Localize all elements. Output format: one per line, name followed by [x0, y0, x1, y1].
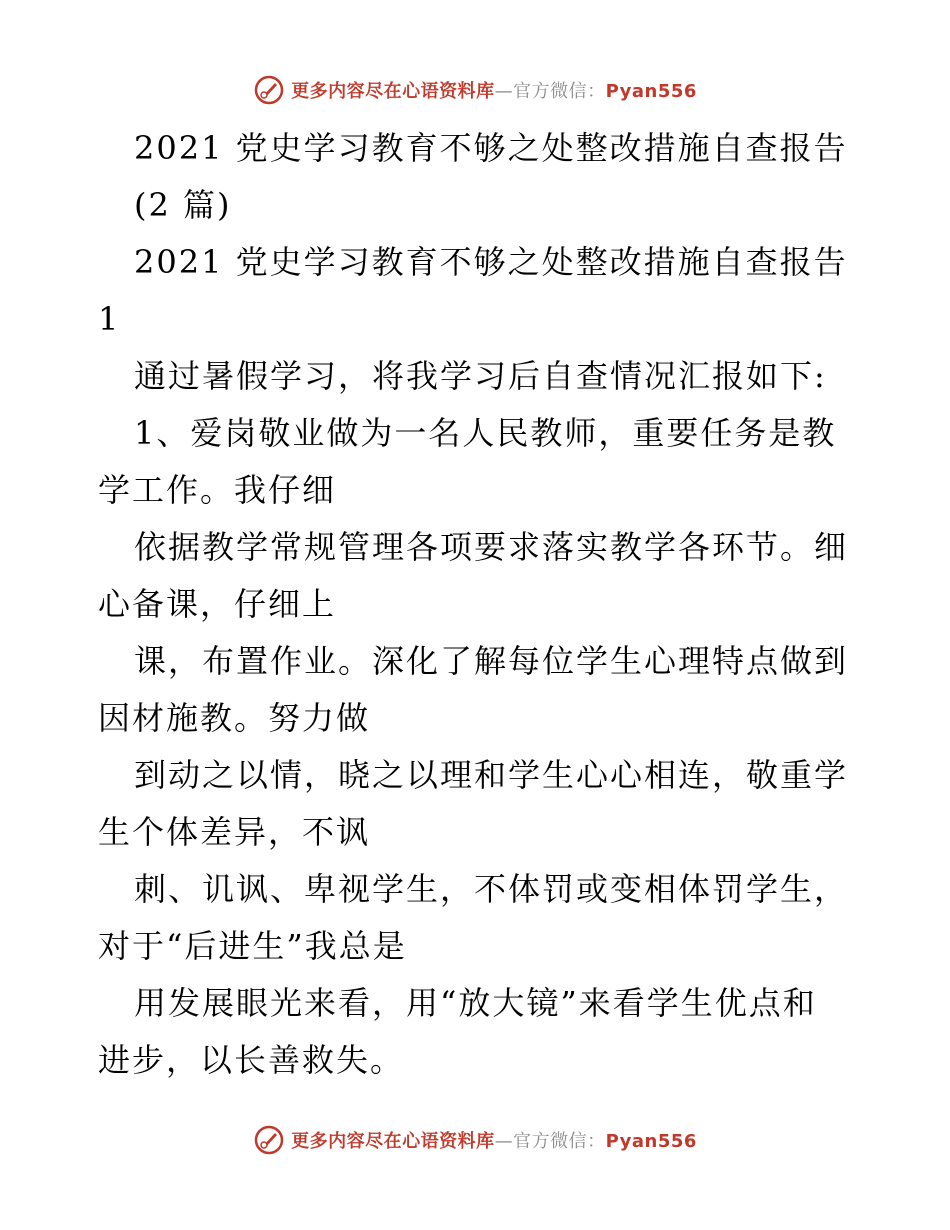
watermark-dash: — [494, 81, 514, 102]
watermark-brand: 更多内容尽在心语资料库 [291, 81, 495, 102]
doc-paragraph-line: 刺、讥讽、卑视学生，不体罚或变相体罚学生， [134, 870, 849, 908]
watermark-text [291, 77, 697, 103]
quill-seal-icon [253, 1124, 285, 1156]
doc-paragraph-line: 用发展眼光来看，用“放大镜”来看学生优点和 [134, 984, 817, 1022]
watermark-wechat-label: 官方微信： [513, 1131, 606, 1152]
doc-paragraph-line: 生个体差异，不讽 [98, 813, 371, 851]
doc-title-line-1: 2021 党史学习教育不够之处整改措施自查报告 [134, 129, 848, 167]
watermark-wechat-id: Pyan556 [605, 1131, 697, 1152]
doc-paragraph-line: 依据教学常规管理各项要求落实教学各环节。细 [134, 528, 849, 566]
doc-paragraph-line: 学工作。我仔细 [98, 471, 337, 509]
document-body [98, 120, 858, 1089]
quill-seal-icon [253, 74, 285, 106]
doc-paragraph-line: 到动之以情，晓之以理和学生心心相连，敬重学 [134, 756, 849, 794]
watermark-text [291, 1127, 697, 1153]
doc-paragraph-line: 进步，以长善救失。 [98, 1041, 405, 1079]
doc-paragraph-line: 因材施教。努力做 [98, 699, 371, 737]
watermark-dash: — [494, 1131, 514, 1152]
doc-paragraph-line: 心备课，仔细上 [98, 585, 337, 623]
doc-paragraph-line: 1、爱岗敬业做为一名人民教师，重要任务是教 [134, 414, 837, 452]
doc-subtitle-line-2: 1 [98, 300, 121, 338]
doc-subtitle-line-1: 2021 党史学习教育不够之处整改措施自查报告 [134, 243, 848, 281]
doc-paragraph-line: 对于“后进生”我总是 [98, 927, 407, 965]
watermark-brand: 更多内容尽在心语资料库 [291, 1131, 495, 1152]
watermark-wechat-label: 官方微信： [513, 81, 606, 102]
doc-paragraph-line: 通过暑假学习，将我学习后自查情况汇报如下: [134, 357, 827, 395]
header-watermark [0, 70, 950, 110]
doc-paragraph-line: 课，布置作业。深化了解每位学生心理特点做到 [134, 642, 849, 680]
doc-title-line-2: (2 篇) [134, 186, 232, 224]
footer-watermark [0, 1120, 950, 1160]
watermark-wechat-id: Pyan556 [605, 81, 697, 102]
